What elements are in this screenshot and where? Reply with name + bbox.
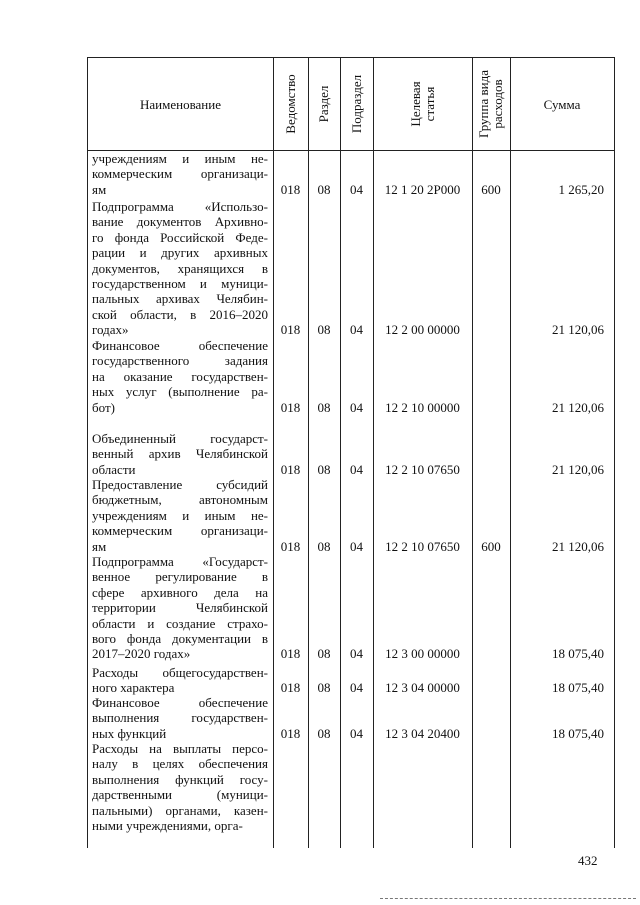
row-name-line: го фонда Российской Феде- [92, 229, 268, 245]
row-name-line: годах» [92, 322, 129, 338]
vedomstvo-cell: 018 [280, 538, 301, 554]
header-summa [510, 58, 614, 150]
header-razdel [308, 58, 340, 150]
header-vedomstvo [273, 58, 308, 150]
row-name-line: выполнения государствен- [92, 710, 268, 726]
row-name-line: рации и других архивных [92, 245, 268, 261]
header-name-label: Наименование [140, 96, 221, 112]
row-name-line: вание документов Архивно- [92, 214, 268, 230]
podrazdel-cell: 04 [350, 322, 363, 338]
row-name-line: территории Челябинской [92, 600, 268, 616]
row-name-line: выполнения функций госу- [92, 771, 268, 787]
header-gruppa-vida [472, 58, 510, 150]
vedomstvo-cell: 018 [280, 461, 301, 477]
row-name-line: области [92, 461, 136, 477]
row-name-line: венное регулирование в [92, 569, 268, 585]
row-name-line: 2017–2020 годах» [92, 646, 191, 662]
row-name [92, 151, 268, 197]
vedomstvo-cell: 018 [280, 725, 301, 741]
row-name [92, 477, 268, 554]
row-name-line: Объединенный государст- [92, 431, 268, 446]
header-name [88, 58, 273, 150]
summa-cell: 18 075,40 [552, 680, 604, 696]
row-name-line: ям [92, 181, 107, 197]
row-name-line: дарственными (муници- [92, 787, 268, 803]
row-name-line: налу в целях обеспечения [92, 756, 268, 772]
celevaya-statya-cell: 12 3 04 00000 [385, 680, 460, 696]
row-name-line: пальными) органами, казен- [92, 802, 268, 818]
row-name-line: ного характера [92, 680, 175, 696]
row-name-line: венный архив Челябинской [92, 446, 268, 462]
row-name [92, 695, 268, 741]
podrazdel-cell: 04 [350, 680, 363, 696]
podrazdel-cell: 04 [350, 399, 363, 415]
header-summa-label: Сумма [543, 96, 581, 112]
row-name-line: государственного задания [92, 353, 268, 369]
razdel-cell: 08 [317, 646, 331, 662]
summa-cell: 21 120,06 [552, 461, 604, 477]
row-name-line: Предоставление субсидий [92, 477, 268, 492]
razdel-cell: 08 [317, 680, 331, 696]
row-name-line: бот) [92, 399, 115, 415]
summa-cell: 21 120,06 [552, 399, 604, 415]
header-podrazdel [340, 58, 373, 150]
summa-cell: 18 075,40 [552, 646, 604, 662]
row-name-line: государственном и муници- [92, 276, 268, 292]
razdel-cell: 08 [317, 538, 331, 554]
row-name-line: сфере архивного дела на [92, 584, 268, 600]
row-name [92, 431, 268, 477]
column-divider [472, 58, 473, 848]
row-name-line: коммерческим организаци- [92, 523, 268, 539]
row-name [92, 554, 268, 662]
row-name-line: ных услуг (выполнение ра- [92, 384, 268, 400]
celevaya-statya-cell: 12 2 10 07650 [385, 538, 460, 554]
header-cel-line2: статья [421, 86, 437, 122]
celevaya-statya-cell: 12 2 10 07650 [385, 461, 460, 477]
row-name-line: пальных архивах Челябин- [92, 291, 268, 307]
podrazdel-cell: 04 [350, 538, 363, 554]
gruppa-vida-cell: 600 [481, 538, 501, 554]
header-cel-line1: Целевая [407, 81, 423, 127]
header-razdel-label: Раздел [316, 85, 331, 123]
row-name-line: Финансовое обеспечение [92, 338, 268, 353]
row-name-line: Подпрограмма «Использо- [92, 199, 268, 214]
header-podrazdel-label: Подраздел [348, 74, 364, 134]
row-name-line: учреждениям и иным не- [92, 507, 268, 523]
header-vedomstvo-label: Ведомство [282, 74, 298, 134]
vedomstvo-cell: 018 [280, 399, 301, 415]
row-name-line: Финансовое обеспечение [92, 695, 268, 710]
budget-table [87, 57, 615, 848]
razdel-cell: 08 [317, 322, 331, 338]
razdel-cell: 08 [317, 725, 331, 741]
vedomstvo-cell: 018 [280, 646, 301, 662]
summa-cell: 21 120,06 [552, 322, 604, 338]
celevaya-statya-cell: 12 3 00 00000 [385, 646, 460, 662]
row-name-line: вого фонда документации в [92, 631, 268, 647]
podrazdel-cell: 04 [350, 646, 363, 662]
row-name [92, 199, 268, 338]
celevaya-statya-cell: 12 2 10 00000 [385, 399, 460, 415]
row-name-line: коммерческим организаци- [92, 166, 268, 182]
celevaya-statya-cell: 12 3 04 20400 [385, 725, 460, 741]
row-name-line: Расходы общегосударствен- [92, 665, 268, 680]
row-name-line: на оказание государствен- [92, 368, 268, 384]
summa-cell: 18 075,40 [552, 725, 604, 741]
scan-edge-line [380, 898, 636, 899]
razdel-cell: 08 [317, 461, 331, 477]
row-name-line: ям [92, 538, 107, 554]
column-divider [510, 58, 511, 848]
summa-cell: 21 120,06 [552, 538, 604, 554]
header-celevaya-statya [373, 58, 472, 150]
row-name-line: ными учреждениями, орга- [92, 818, 243, 834]
row-name-line: бюджетным, автономным [92, 492, 268, 508]
razdel-cell: 08 [317, 399, 331, 415]
podrazdel-cell: 04 [350, 725, 363, 741]
gruppa-vida-cell: 600 [481, 181, 501, 197]
header-grp-line2: расходов [490, 79, 505, 129]
razdel-cell: 08 [317, 181, 331, 197]
vedomstvo-cell: 018 [280, 322, 301, 338]
celevaya-statya-cell: 12 2 00 00000 [385, 322, 460, 338]
row-name-line: ных функций [92, 725, 167, 741]
summa-cell: 1 265,20 [558, 181, 604, 197]
vedomstvo-cell: 018 [280, 181, 301, 197]
header-grp-line1: Группа вида [476, 70, 491, 138]
podrazdel-cell: 04 [350, 181, 363, 197]
row-name-line: области и создание страхо- [92, 615, 268, 631]
header-celevaya-statya-label [409, 81, 437, 126]
vedomstvo-cell: 018 [280, 680, 301, 696]
page-number: 432 [578, 853, 598, 868]
row-name-line: Расходы на выплаты персо- [92, 741, 268, 756]
row-name [92, 741, 268, 833]
row-name-line: документов, хранящихся в [92, 260, 268, 276]
row-name-line: учреждениям и иным не- [92, 151, 268, 166]
row-name-line: Подпрограмма «Государст- [92, 554, 268, 569]
row-name-line: ской области, в 2016–2020 [92, 306, 268, 322]
celevaya-statya-cell: 12 1 20 2Р000 [384, 181, 461, 197]
header-gruppa-vida-label [477, 70, 505, 138]
row-name [92, 665, 268, 696]
row-name [92, 338, 268, 415]
podrazdel-cell: 04 [350, 461, 363, 477]
